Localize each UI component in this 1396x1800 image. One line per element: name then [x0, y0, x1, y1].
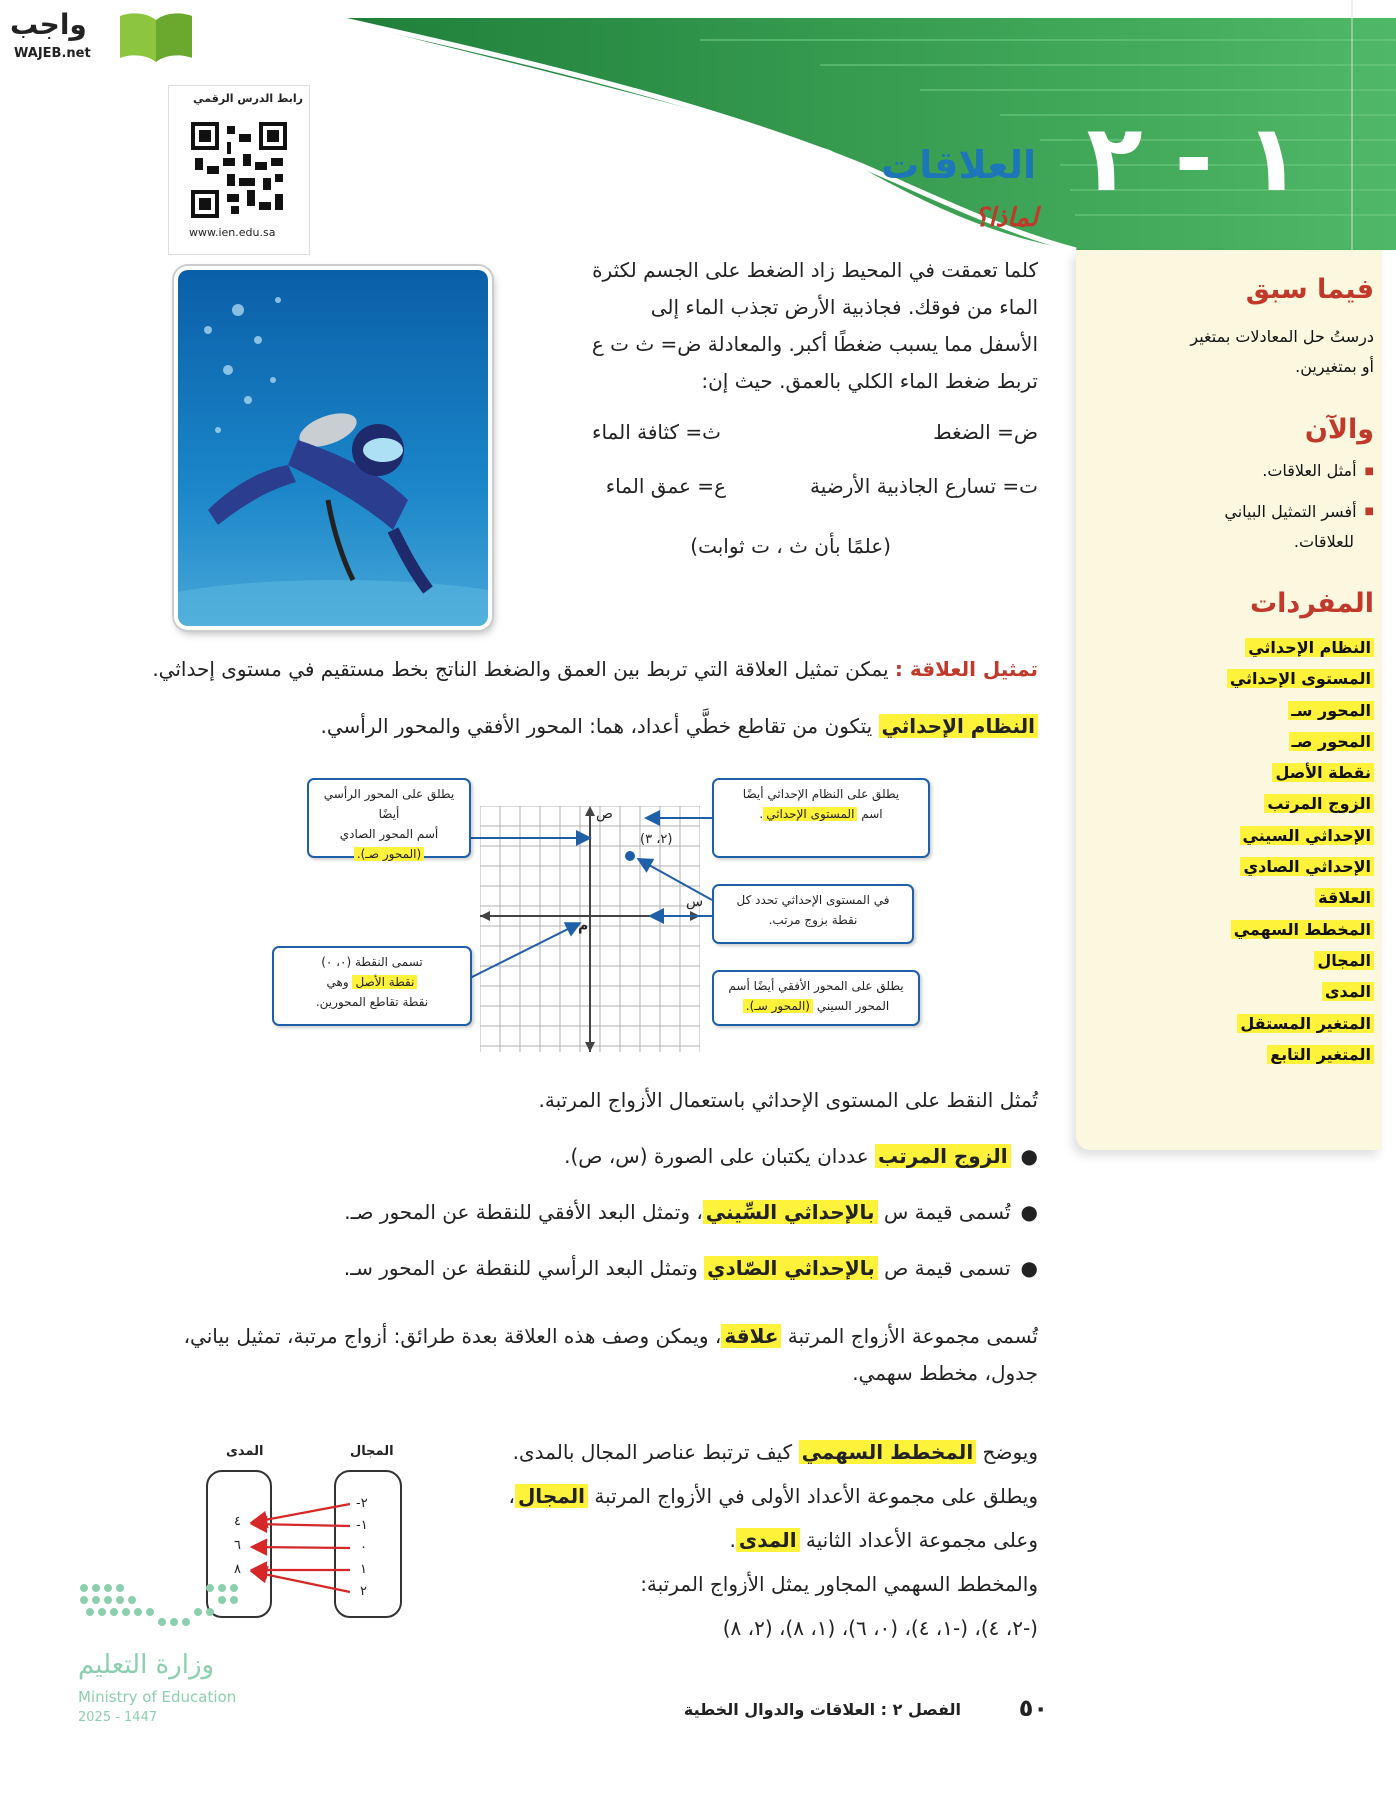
- map-arrow: [254, 1547, 350, 1548]
- now-list: [1224, 456, 1374, 557]
- bullet-x-coordinate: ●تُسمى قيمة س بالإحداثي السِّيني، وتمثل البعد الأفقي للنقطة عن المحور صـ.: [344, 1200, 1038, 1224]
- map-arrow: [254, 1572, 350, 1592]
- ordered-pairs-list: (-٢، ٤)، (-١، ٤)، (٠، ٦)، (١، ٨)، (٢، ٨): [722, 1616, 1038, 1640]
- points-intro: تُمثل النقط على المستوى الإحداثي باستعمال الأزواج المرتبة.: [538, 1088, 1038, 1112]
- coord-system-term: النظام الإحداثي: [879, 714, 1038, 738]
- intro-paragraph: [498, 252, 1038, 400]
- domain-value: -٢: [356, 1496, 368, 1511]
- ministry-year: 2025 - 1447: [78, 1710, 158, 1725]
- page-number: ٥٠: [1018, 1694, 1048, 1722]
- coord-system-text: يتكون من تقاطع خطَّي أعداد، هما: المحور الأفقي والمحور الرأسي.: [320, 714, 873, 738]
- domain-label: المجال: [350, 1444, 394, 1459]
- vocab-item: المجال: [1314, 951, 1374, 970]
- intro-line: الماء من فوقك. فجاذبية الأرض تجذب الماء إلى: [650, 295, 1038, 319]
- qr-url[interactable]: www.ien.edu.sa: [189, 226, 276, 239]
- def-pressure: ض= الضغط: [933, 420, 1038, 444]
- def-gravity: ت= تسارع الجاذبية الأرضية: [810, 474, 1038, 498]
- qr-caption: رابط الدرس الرقمي: [193, 92, 303, 105]
- callout-plane-line: يطلق على النظام الإحداثي أيضًا: [742, 787, 900, 801]
- range-label: المدى: [226, 1444, 264, 1459]
- vocab-item: المحور صـ: [1289, 732, 1375, 751]
- def-depth: ع= عمق الماء: [605, 474, 726, 498]
- now-item: ■ أمثل العلاقات.: [1224, 456, 1374, 487]
- why-label: لماذا؟: [974, 203, 1038, 233]
- vocab-item: المدى: [1322, 982, 1374, 1001]
- vocab-heading: المفردات: [1250, 588, 1374, 619]
- logo-arabic: واجب: [10, 8, 87, 41]
- book-icon: [116, 6, 196, 66]
- intro-line: تربط ضغط الماء الكلي بالعمق. حيث إن:: [701, 369, 1038, 393]
- domain-value: -١: [356, 1518, 368, 1533]
- bullet-term: بالإحداثي السِّيني: [703, 1200, 878, 1224]
- logo-latin: WAJEB.net: [14, 46, 91, 61]
- bullet-y-coordinate: ●تسمى قيمة ص بالإحداثي الصّادي وتمثل البعد الرأسي للنقطة عن المحور سـ.: [343, 1256, 1038, 1280]
- x-axis-label: س: [686, 894, 704, 910]
- relation-line2: جدول، مخطط سهمي.: [852, 1361, 1038, 1385]
- before-heading: فيما سبق: [1245, 274, 1374, 305]
- origin-label: م: [578, 918, 589, 934]
- vocab-item: الإحداثي الصادي: [1240, 857, 1374, 876]
- callout-ordered-pair: [712, 884, 914, 944]
- mapping-paragraph: ويوضح المخطط السهمي كيف ترتبط عناصر المجال بالمدى. ويطلق على مجموعة الأعداد الأولى في الأزواج المرتبة المجال، وعلى مجموعة الأعداد الثانية المدى. والمخطط السهمي المجاور يمثل الأزواج المرتبة: (-٢، ٤)، (-١، ٤)، (٠، ٦)، (١، ٨)، (٢، ٨): [498, 1430, 1038, 1650]
- callout-origin: [272, 946, 472, 1026]
- relation-term: علاقة: [721, 1324, 781, 1348]
- now-item: ■ أفسر التمثيل البياني: [1224, 497, 1374, 528]
- vocab-item: المتغير المستقل: [1237, 1014, 1374, 1033]
- point-label: (٢، ٣): [640, 832, 673, 847]
- vocab-list: [1227, 632, 1374, 1070]
- representing-text: يمكن تمثيل العلاقة التي تربط بين العمق والضغط الناتج بخط مستقيم في مستوى إحداثي.: [152, 657, 889, 681]
- callout-origin-line: وهي: [326, 975, 349, 989]
- relation-paragraph: تُسمى مجموعة الأزواج المرتبة علاقة، ويمكن وصف هذه العلاقة بعدة طرائق: أزواج مرتبة، تمثيل بياني، جدول، مخطط سهمي.: [138, 1318, 1038, 1392]
- representing-label: تمثيل العلاقة :: [894, 657, 1038, 681]
- constants-note: (علمًا بأن ث ، ت ثوابت): [690, 534, 891, 558]
- representing-paragraph: [138, 651, 1038, 688]
- range-term: المدى: [736, 1528, 800, 1552]
- before-text: درستُ حل المعادلات بمتغير أو بمتغيرين.: [1190, 327, 1374, 376]
- callout-y-axis: [307, 778, 471, 861]
- callout-pair-line: نقطة بزوج مرتب.: [768, 913, 858, 927]
- range-value: ٦: [234, 1538, 241, 1553]
- coord-system-paragraph: [138, 708, 1038, 745]
- bullet-ordered-pair: ●الزوج المرتب عددان يكتبان على الصورة (س، ص).: [564, 1144, 1038, 1168]
- callout-plane-line: .: [759, 807, 764, 821]
- bullet-term: الزوج المرتب: [875, 1144, 1011, 1168]
- domain-value: ٠: [360, 1540, 367, 1555]
- domain-value: ٢: [360, 1584, 367, 1599]
- now-heading: والآن: [1304, 414, 1374, 445]
- callout-plane-line: اسم: [861, 807, 883, 821]
- wajeb-logo[interactable]: [8, 6, 188, 66]
- sidebar-panel: [1076, 250, 1382, 1150]
- ministry-dots-icon: [78, 1582, 248, 1634]
- map-arrow: [254, 1504, 350, 1522]
- mapping-arrows: [246, 1470, 386, 1618]
- vocab-item: نقطة الأصل: [1272, 763, 1374, 782]
- map-arrow: [254, 1524, 350, 1526]
- callout-y-term: (المحور صـ).: [354, 847, 424, 861]
- vocab-item: المتغير التابع: [1267, 1045, 1374, 1064]
- callout-x-line: المحور السيني: [816, 999, 890, 1013]
- def-density: ث= كثافة الماء: [592, 420, 721, 444]
- bullet-term: بالإحداثي الصّادي: [704, 1256, 878, 1280]
- ministry-english: Ministry of Education: [78, 1688, 237, 1706]
- qr-panel: [168, 85, 310, 255]
- callout-pair-line: في المستوى الإحداثي تحدد كل: [736, 893, 890, 907]
- range-value: ٤: [234, 1514, 241, 1529]
- vocab-item: الإحداثي السيني: [1240, 826, 1374, 845]
- now-item-cont: للعلاقات.: [1293, 532, 1354, 551]
- intro-line: الأسفل مما يسبب ضغطًا أكبر. والمعادلة ض= ث ت ع: [591, 332, 1038, 356]
- callout-x-axis: [712, 970, 920, 1026]
- diver-photo: [174, 266, 492, 630]
- callout-x-line: يطلق على المحور الأفقي أيضًا أسم: [728, 979, 904, 993]
- vocab-item: المخطط السهمي: [1231, 920, 1374, 939]
- vocab-item: العلاقة: [1315, 888, 1374, 907]
- page-title: العلاقات: [881, 143, 1036, 187]
- y-axis-label: ص: [596, 806, 613, 822]
- vocab-item: الزوج المرتب: [1264, 794, 1374, 813]
- range-value: ٨: [234, 1562, 241, 1577]
- point-marker: [625, 851, 635, 861]
- qr-code[interactable]: [191, 122, 287, 218]
- vocab-item: المستوى الإحداثي: [1227, 669, 1374, 688]
- callout-x-term: (المحور سـ).: [743, 999, 813, 1013]
- domain-value: ١: [360, 1562, 367, 1577]
- callout-plane: [712, 778, 930, 858]
- mapping-term: المخطط السهمي: [799, 1440, 977, 1464]
- vocab-item: النظام الإحداثي: [1245, 638, 1374, 657]
- intro-line: كلما تعمقت في المحيط زاد الضغط على الجسم لكثرة: [592, 258, 1038, 282]
- vocab-item: المحور سـ: [1288, 701, 1374, 720]
- callout-y-line: يطلق على المحور الرأسي أيضًا: [323, 787, 455, 821]
- ministry-arabic: وزارة التعليم: [78, 1650, 215, 1680]
- callout-origin-line: تسمى النقطة (٠، ٠): [321, 955, 423, 969]
- callout-y-line: أسم المحور الصادي: [339, 827, 439, 841]
- callout-origin-term: نقطة الأصل: [352, 975, 417, 989]
- domain-term: المجال: [515, 1484, 588, 1508]
- callout-plane-term: المستوى الإحداثي: [763, 807, 857, 821]
- callout-origin-line: نقطة تقاطع المحورين.: [315, 995, 429, 1009]
- lesson-number: ١ - ٢: [1086, 105, 1301, 212]
- chapter-title: الفصل ٢ : العلاقات والدوال الخطية: [683, 1700, 961, 1719]
- mapping-line: والمخطط السهمي المجاور يمثل الأزواج المرتبة:: [640, 1572, 1038, 1596]
